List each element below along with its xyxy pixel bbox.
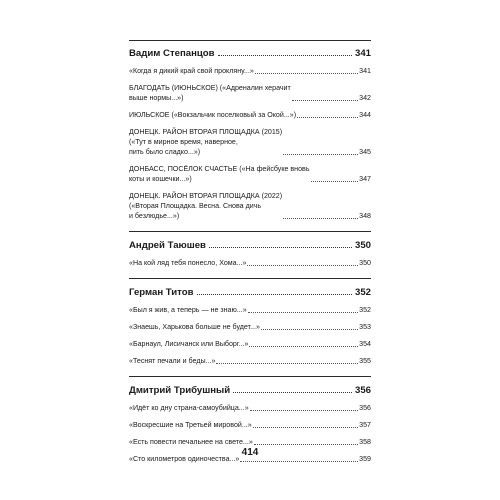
dot-leader — [216, 363, 358, 364]
dot-leader — [253, 427, 358, 428]
author-heading[interactable] — [129, 240, 371, 251]
entry-title: «Есть повести печальнее на свете...» — [129, 438, 253, 446]
table-of-contents — [129, 40, 371, 474]
dot-leader — [233, 392, 352, 393]
entry-title: ДОНЕЦК. РАЙОН ВТОРАЯ ПЛОЩАДКА (2022) («Вторая Площадка. Весна. Снова дичь и безлюдье...») — [129, 192, 283, 220]
author-page-number: 341 — [354, 48, 371, 59]
entry-title: «Когда я дикий край свой прокляну...» — [129, 67, 254, 75]
entry-title: «Идёт ко дну страна-самоубийца...» — [129, 404, 249, 412]
dot-leader — [261, 329, 358, 330]
author-name: Герман Титов — [129, 287, 194, 298]
dot-leader — [283, 154, 358, 155]
toc-entry[interactable] — [129, 110, 371, 120]
dot-leader — [292, 100, 358, 101]
dot-leader — [197, 294, 352, 295]
dot-leader — [248, 312, 358, 313]
author-heading[interactable] — [129, 385, 371, 396]
entry-page-number: 341 — [359, 67, 371, 75]
author-name: Вадим Степанцов — [129, 48, 215, 59]
toc-entry[interactable] — [129, 66, 371, 76]
dot-leader — [250, 410, 359, 411]
toc-entry[interactable] — [129, 191, 371, 221]
entry-page-number: 356 — [359, 404, 371, 412]
entry-page-number: 347 — [359, 175, 371, 183]
dot-leader — [283, 218, 358, 219]
page-number: 414 — [241, 447, 259, 458]
entry-title: ДОНЕЦК. РАЙОН ВТОРАЯ ПЛОЩАДКА (2015) («Тут в мирное время, наверное, пить было сладко...») — [129, 128, 283, 156]
entry-page-number: 358 — [359, 438, 371, 446]
author-heading[interactable] — [129, 48, 371, 59]
entry-title: БЛАГОДАТЬ (ИЮНЬСКОЕ) («Адреналин херачит выше нормы...») — [129, 84, 291, 102]
toc-section — [129, 40, 371, 221]
entry-title: «Барнаул, Лисичанск или Выборг...» — [129, 340, 249, 348]
entry-page-number: 359 — [359, 455, 371, 463]
author-heading[interactable] — [129, 287, 371, 298]
entry-title: ИЮЛЬСКОЕ («Вокзальчик поселковый за Окой...») — [129, 111, 297, 119]
entry-page-number: 344 — [359, 111, 371, 119]
entry-page-number: 353 — [359, 323, 371, 331]
toc-entry[interactable] — [129, 420, 371, 430]
dot-leader — [247, 265, 358, 266]
dot-leader — [218, 55, 352, 56]
dot-leader — [255, 73, 358, 74]
toc-section — [129, 231, 371, 268]
toc-entry[interactable] — [129, 339, 371, 349]
dot-leader — [240, 461, 358, 462]
author-page-number: 350 — [354, 240, 371, 251]
entry-page-number: 352 — [359, 306, 371, 314]
dot-leader — [254, 444, 358, 445]
toc-entry[interactable] — [129, 322, 371, 332]
entry-title: «Был я жив, а теперь — не знаю...» — [129, 306, 247, 314]
entry-page-number: 345 — [359, 148, 371, 156]
toc-entry[interactable] — [129, 258, 371, 268]
toc-entry[interactable] — [129, 403, 371, 413]
toc-entry[interactable] — [129, 127, 371, 157]
dot-leader — [297, 117, 358, 118]
entry-page-number: 350 — [359, 259, 371, 267]
author-name: Андрей Таюшев — [129, 240, 206, 251]
toc-entry[interactable] — [129, 356, 371, 366]
entry-title: «Воскресшие на Третьей мировой...» — [129, 421, 252, 429]
entry-page-number: 348 — [359, 212, 371, 220]
entry-page-number: 354 — [359, 340, 371, 348]
entry-title: «Сто километров одиночества...» — [129, 455, 240, 463]
toc-entry[interactable] — [129, 83, 371, 103]
entry-title: «На кой ляд тебя понесло, Хома...» — [129, 259, 247, 267]
toc-entry[interactable] — [129, 437, 371, 447]
toc-entry[interactable] — [129, 164, 371, 184]
dot-leader — [249, 346, 358, 347]
author-page-number: 356 — [354, 385, 371, 396]
entry-title: «Знаешь, Харькова больше не будет...» — [129, 323, 260, 331]
toc-section — [129, 278, 371, 366]
author-page-number: 352 — [354, 287, 371, 298]
author-name: Дмитрий Трибушный — [129, 385, 231, 396]
entry-title: «Теснят печали и беды...» — [129, 357, 216, 365]
entry-page-number: 355 — [359, 357, 371, 365]
toc-entry[interactable] — [129, 305, 371, 315]
entry-page-number: 357 — [359, 421, 371, 429]
entry-page-number: 342 — [359, 94, 371, 102]
dot-leader — [311, 181, 359, 182]
dot-leader — [209, 247, 352, 248]
entry-title: ДОНБАСС, ПОСЁЛОК СЧАСТЬЕ («На фейсбуке вновь коты и кошечки...») — [129, 165, 310, 183]
